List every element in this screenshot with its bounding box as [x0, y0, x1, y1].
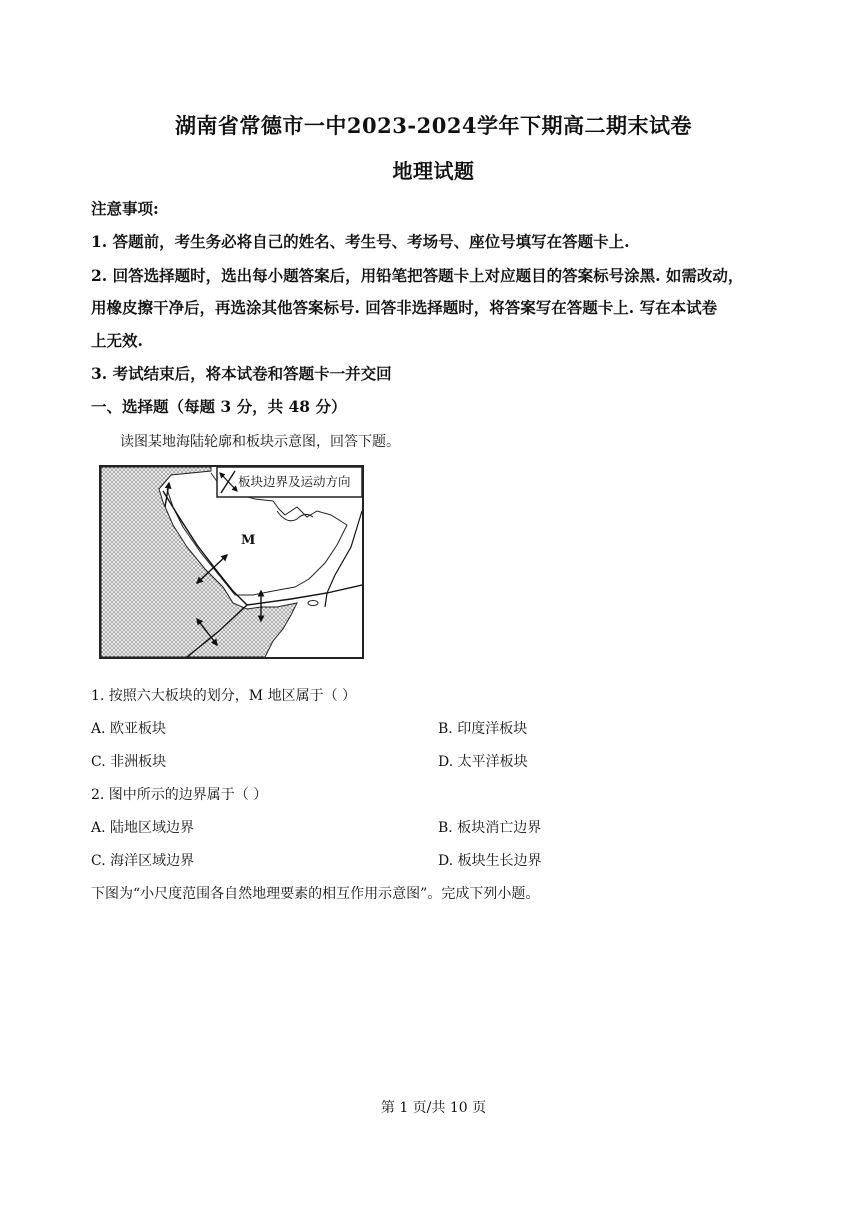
notice-item-2-line-2: 用橡皮擦干净后，再选涂其他答案标号. 回答非选择题时，将答案写在答题卡上. 写在本试卷 — [91, 298, 718, 317]
page-footer: 第 1 页/共 10 页 — [380, 1100, 487, 1116]
question-2-option-a[interactable]: A. 陆地区域边界 — [91, 820, 195, 836]
small-island — [308, 601, 318, 606]
question-1-option-c[interactable]: C. 非洲板块 — [91, 754, 167, 770]
exam-title: 湖南省常德市一中2023-2024学年下期高二期末试卷 — [174, 113, 693, 138]
notice-heading: 注意事项: — [91, 199, 159, 218]
notice-item-3: 3. 考试结束后，将本试卷和答题卡一并交回 — [91, 364, 392, 383]
question-1-option-d[interactable]: D. 太平洋板块 — [438, 754, 528, 770]
question-2-stem: 2. 图中所示的边界属于（ ） — [91, 787, 268, 803]
notice-item-1: 1. 答题前，考生务必将自己的姓名、考生号、考场号、座位号填写在答题卡上. — [91, 232, 630, 251]
question-2-option-b[interactable]: B. 板块消亡边界 — [438, 820, 542, 836]
notice-item-2-line-3: 上无效. — [91, 331, 143, 350]
plate-boundary-line-gulf — [247, 585, 362, 605]
plate-map-figure — [99, 465, 364, 659]
question-2-option-d[interactable]: D. 板块生长边界 — [438, 853, 542, 869]
section-1-heading: 一、选择题（每题 3 分，共 48 分） — [91, 397, 347, 416]
question-1-option-b[interactable]: B. 印度洋板块 — [438, 721, 528, 737]
question-1-stem: 1. 按照六大板块的划分，M 地区属于（ ） — [91, 688, 357, 704]
section-1-intro: 读图某地海陆轮廓和板块示意图，回答下题。 — [120, 434, 400, 450]
legend-label: 板块边界及运动方向 — [238, 474, 351, 489]
exam-subtitle: 地理试题 — [392, 159, 475, 183]
region-label-m: M — [241, 533, 256, 548]
question-1-option-a[interactable]: A. 欧亚板块 — [91, 721, 167, 737]
next-section-intro: 下图为“小尺度范围各自然地理要素的相互作用示意图”。完成下列小题。 — [91, 886, 540, 902]
plate-map-drawing — [101, 467, 362, 657]
question-2-option-c[interactable]: C. 海洋区域边界 — [91, 853, 195, 869]
notice-item-2-line-1: 2. 回答选择题时，选出每小题答案后，用铅笔把答题卡上对应题目的答案标号涂黑. 如需改动， — [91, 266, 744, 285]
